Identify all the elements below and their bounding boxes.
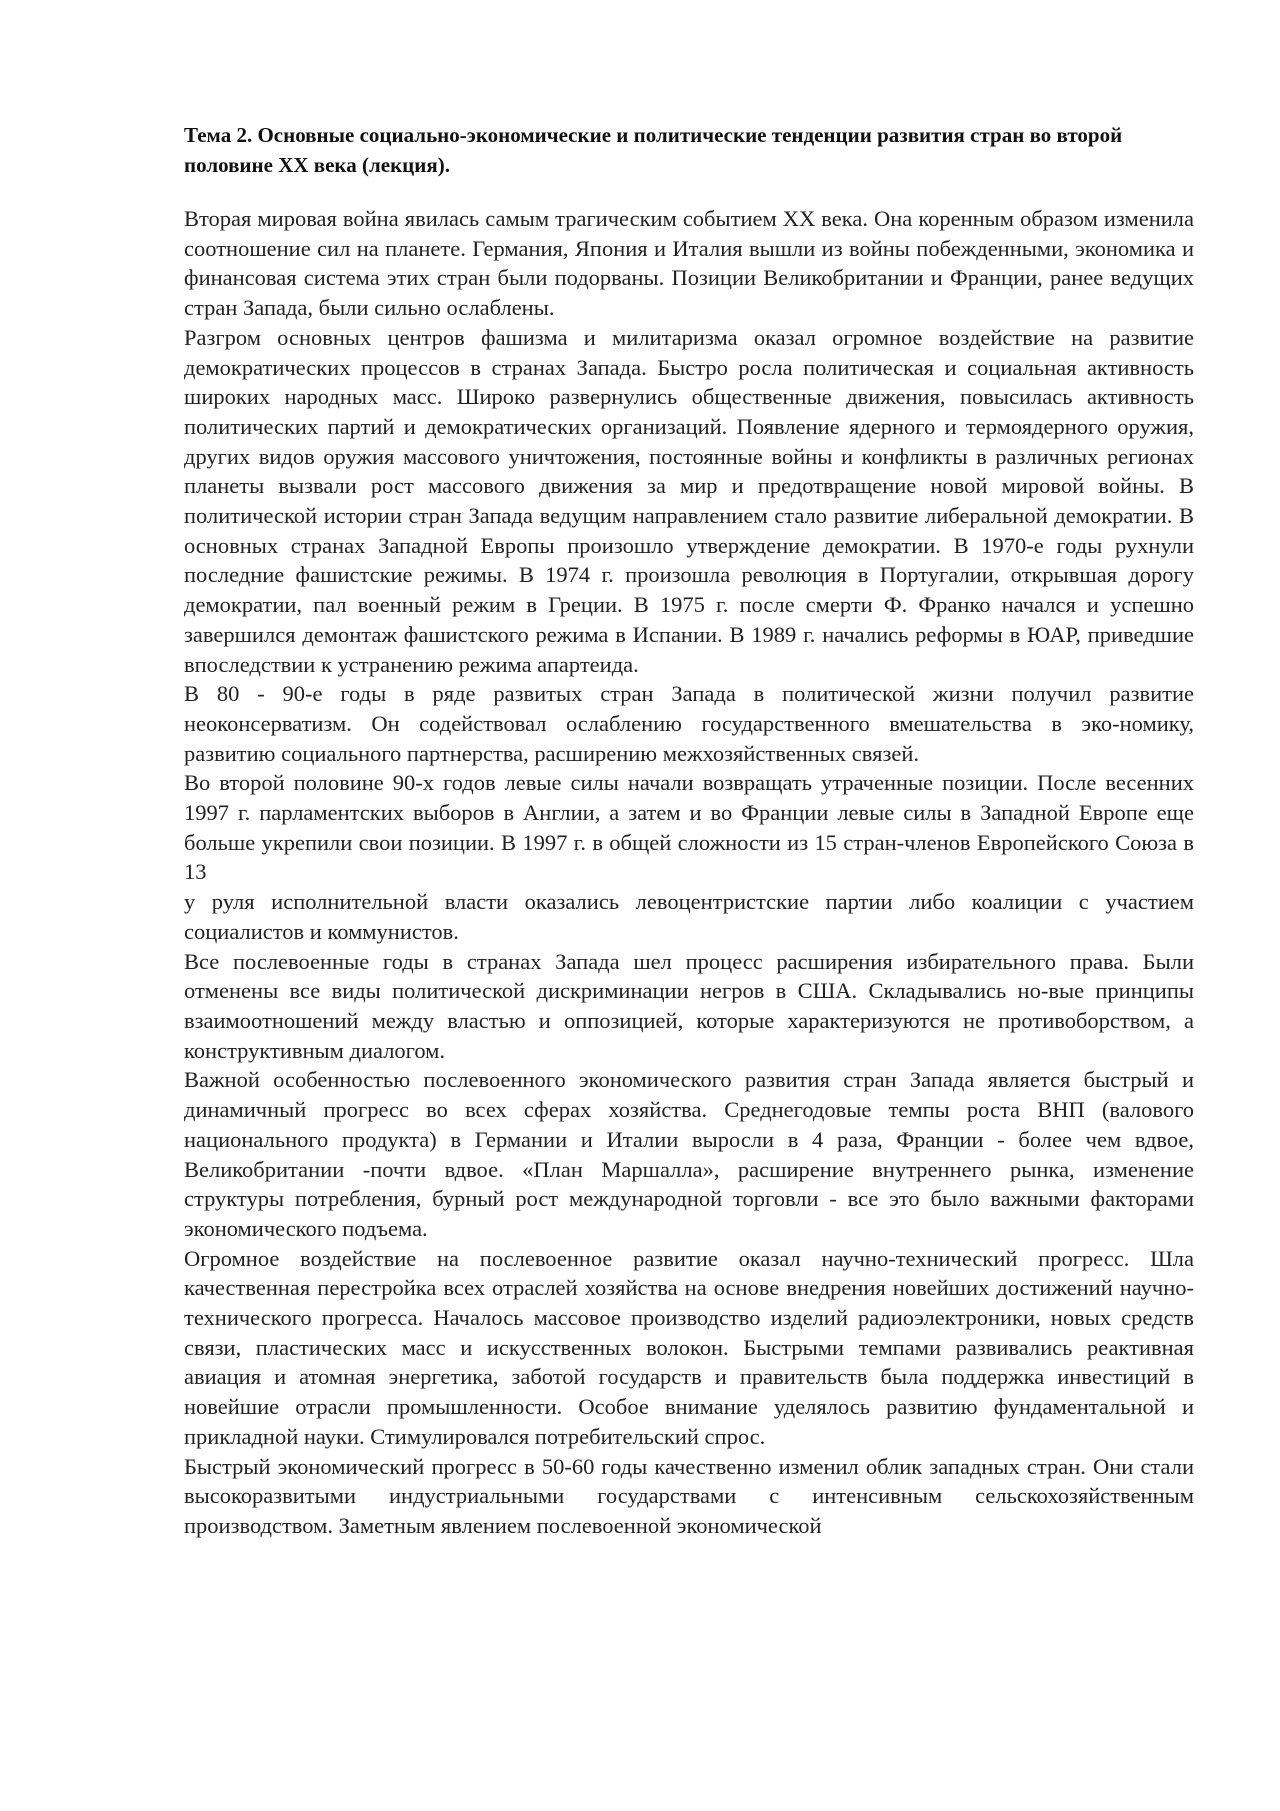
paragraph-2: Разгром основных центров фашизма и милитаризма оказал огромное воздействие на развитие демократических процессов в странах Запада. Быстро росла политическая и социальная активность широких народных масс. Широко развернулись общественные движения, повысилась активность политических партий и демократических организаций. Появление ядерного и термоядерного оружия, других видов оружия массового уничтожения, постоянные войны и конфликты в различных регионах планеты вызвали рост массового движения за мир и предотвращение новой мировой войны. В политической истории стран Запада ведущим направлением стало развитие либеральной демократии. В основных странах Западной Европы произошло утверждение демократии. В 1970-е годы рухнули последние фашистские режимы. В 1974 г. произошла революция в Португалии, открывшая дорогу демократии, пал военный режим в Греции. В 1975 г. после смерти Ф. Франко начался и успешно завершился демонтаж фашистского режима в Испании. В 1989 г. начались реформы в ЮАР, приведшие впоследствии к устранению режима апартеида. bbox=[184, 324, 1194, 677]
paragraph-1: Вторая мировая война явилась самым трагическим событием XX века. Она коренным образом изменила соотношение сил на планете. Германия, Япония и Италия вышли из войны побежденными, экономика и финансовая система этих стран были подорваны. Позиции Великобритании и Франции, ранее ведущих стран Запада, были сильно ослаблены. bbox=[184, 206, 1194, 321]
paragraph-3: В 80 - 90-е годы в ряде развитых стран Запада в политической жизни получил развитие неоконсерватизм. Он содействовал ослаблению государственного вмешательства в эко-номику, развитию социального партнерства, расширению межхозяйственных связей. bbox=[184, 681, 1194, 766]
lecture-title: Тема 2. Основные социально-экономические и политические тенденции развития стран во второй половине XX века (лекция). bbox=[184, 123, 1123, 177]
paragraph-7: Важной особенностью послевоенного экономического развития стран Запада является быстрый и динамичный прогресс во всех сферах хозяйства. Среднегодовые темпы роста ВНП (валового национального продукта) в Германии и Италии выросли в 4 раза, Франции - более чем вдвое, Великобритании -почти вдвое. «План Маршалла», расширение внутреннего рынка, изменение структуры потребления, бурный рост международной торговли - все это было важными факторами экономического подъема. bbox=[184, 1067, 1194, 1241]
paragraph-5: у руля исполнительной власти оказались левоцентристские партии либо коалиции с участием социалистов и коммунистов. bbox=[184, 889, 1194, 944]
document-page bbox=[184, 120, 1194, 1541]
paragraph-8: Огромное воздействие на послевоенное развитие оказал научно-технический прогресс. Шла качественная перестройка всех отраслей хозяйства на основе внедрения новейших достижений научно-технического прогресса. Началось массовое производство изделий радиоэлектроники, новых средств связи, пластических масс и искусственных волокон. Быстрыми темпами развивались реактивная авиация и атомная энергетика, заботой государств и правительств была поддержка инвестиций в новейшие отрасли промышленности. Особое внимание уделялось развитию фундаментальной и прикладной науки. Стимулировался потребительский спрос. bbox=[184, 1245, 1194, 1449]
paragraph-4: Во второй половине 90-х годов левые силы начали возвращать утраченные позиции. После весенних 1997 г. парламентских выборов в Англии, а затем и во Франции левые силы в Западной Европе еще больше укрепили свои позиции. В 1997 г. в общей сложности из 15 стран-членов Европейского Союза в 13 bbox=[184, 770, 1194, 885]
paragraph-6: Все послевоенные годы в странах Запада шел процесс расширения избирательного права. Были отменены все виды политической дискриминации негров в США. Складывались но-вые принципы взаимоотношений между властью и оппозицией, которые характеризуются не противоборством, а конструктивным диалогом. bbox=[184, 948, 1194, 1063]
paragraph-9: Быстрый экономический прогресс в 50-60 годы качественно изменил облик западных стран. Они стали высокоразвитыми индустриальными государствами с интенсивным сельскохозяйственным производством. Заметным явлением послевоенной экономической bbox=[184, 1453, 1194, 1538]
